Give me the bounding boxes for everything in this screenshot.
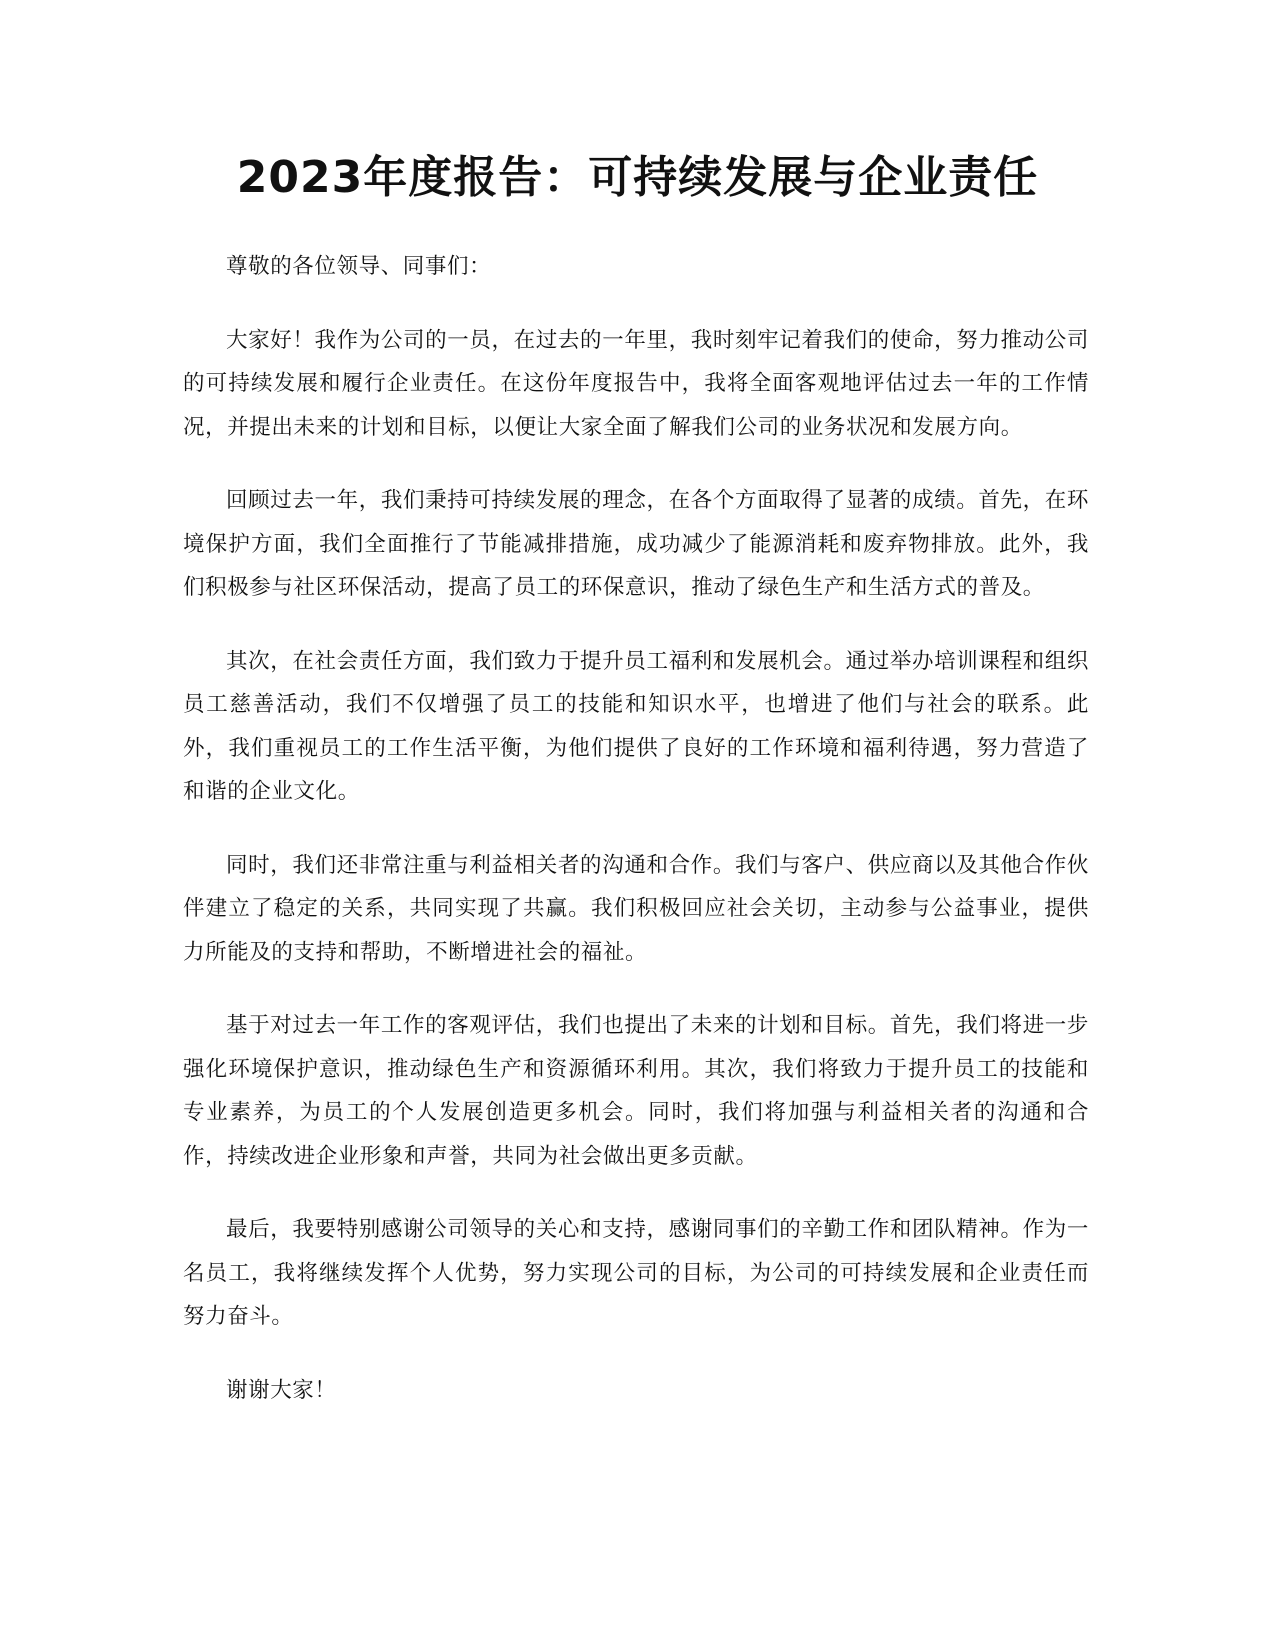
paragraph-stakeholders: 同时，我们还非常注重与利益相关者的沟通和合作。我们与客户、供应商以及其他合作伙伴建立了稳定的关系，共同实现了共赢。我们积极回应社会关切，主动参与公益事业，提供力所能及的支持和帮助，不断增进社会的福祉。 — [183, 852, 1089, 965]
paragraph-future-plans: 基于对过去一年工作的客观评估，我们也提出了未来的计划和目标。首先，我们将进一步强化环境保护意识，推动绿色生产和资源循环利用。其次，我们将致力于提升员工的技能和专业素养，为员工的个人发展创造更多机会。同时，我们将加强与利益相关者的沟通和合作，持续改进企业形象和声誉，共同为社会做出更多贡献。 — [183, 1013, 1089, 1169]
document-title: 2023年度报告：可持续发展与企业责任 — [236, 152, 1039, 203]
paragraph-salutation: 尊敬的各位领导、同事们： — [226, 254, 492, 279]
paragraph-closing: 谢谢大家！ — [226, 1377, 337, 1403]
paragraph-social-responsibility: 其次，在社会责任方面，我们致力于提升员工福利和发展机会。通过举办培训课程和组织员工慈善活动，我们不仅增强了员工的技能和知识水平，也增进了他们与社会的联系。此外，我们重视员工的工作生活平衡，为他们提供了良好的工作环境和福利待遇，努力营造了和谐的企业文化。 — [183, 648, 1089, 804]
paragraph-acknowledgements: 最后，我要特别感谢公司领导的关心和支持，感谢同事们的辛勤工作和团队精神。作为一名员工，我将继续发挥个人优势，努力实现公司的目标，为公司的可持续发展和企业责任而努力奋斗。 — [183, 1217, 1089, 1329]
paragraph-introduction: 大家好！我作为公司的一员，在过去的一年里，我时刻牢记着我们的使命，努力推动公司的可持续发展和履行企业责任。在这份年度报告中，我将全面客观地评估过去一年的工作情况，并提出未来的计划和目标，以便让大家全面了解我们公司的业务状况和发展方向。 — [183, 327, 1089, 440]
paragraph-review-environment: 回顾过去一年，我们秉持可持续发展的理念，在各个方面取得了显著的成绩。首先，在环境保护方面，我们全面推行了节能减排措施，成功减少了能源消耗和废弃物排放。此外，我们积极参与社区环保活动，提高了员工的环保意识，推动了绿色生产和生活方式的普及。 — [183, 488, 1089, 600]
document-body — [183, 245, 1089, 1442]
